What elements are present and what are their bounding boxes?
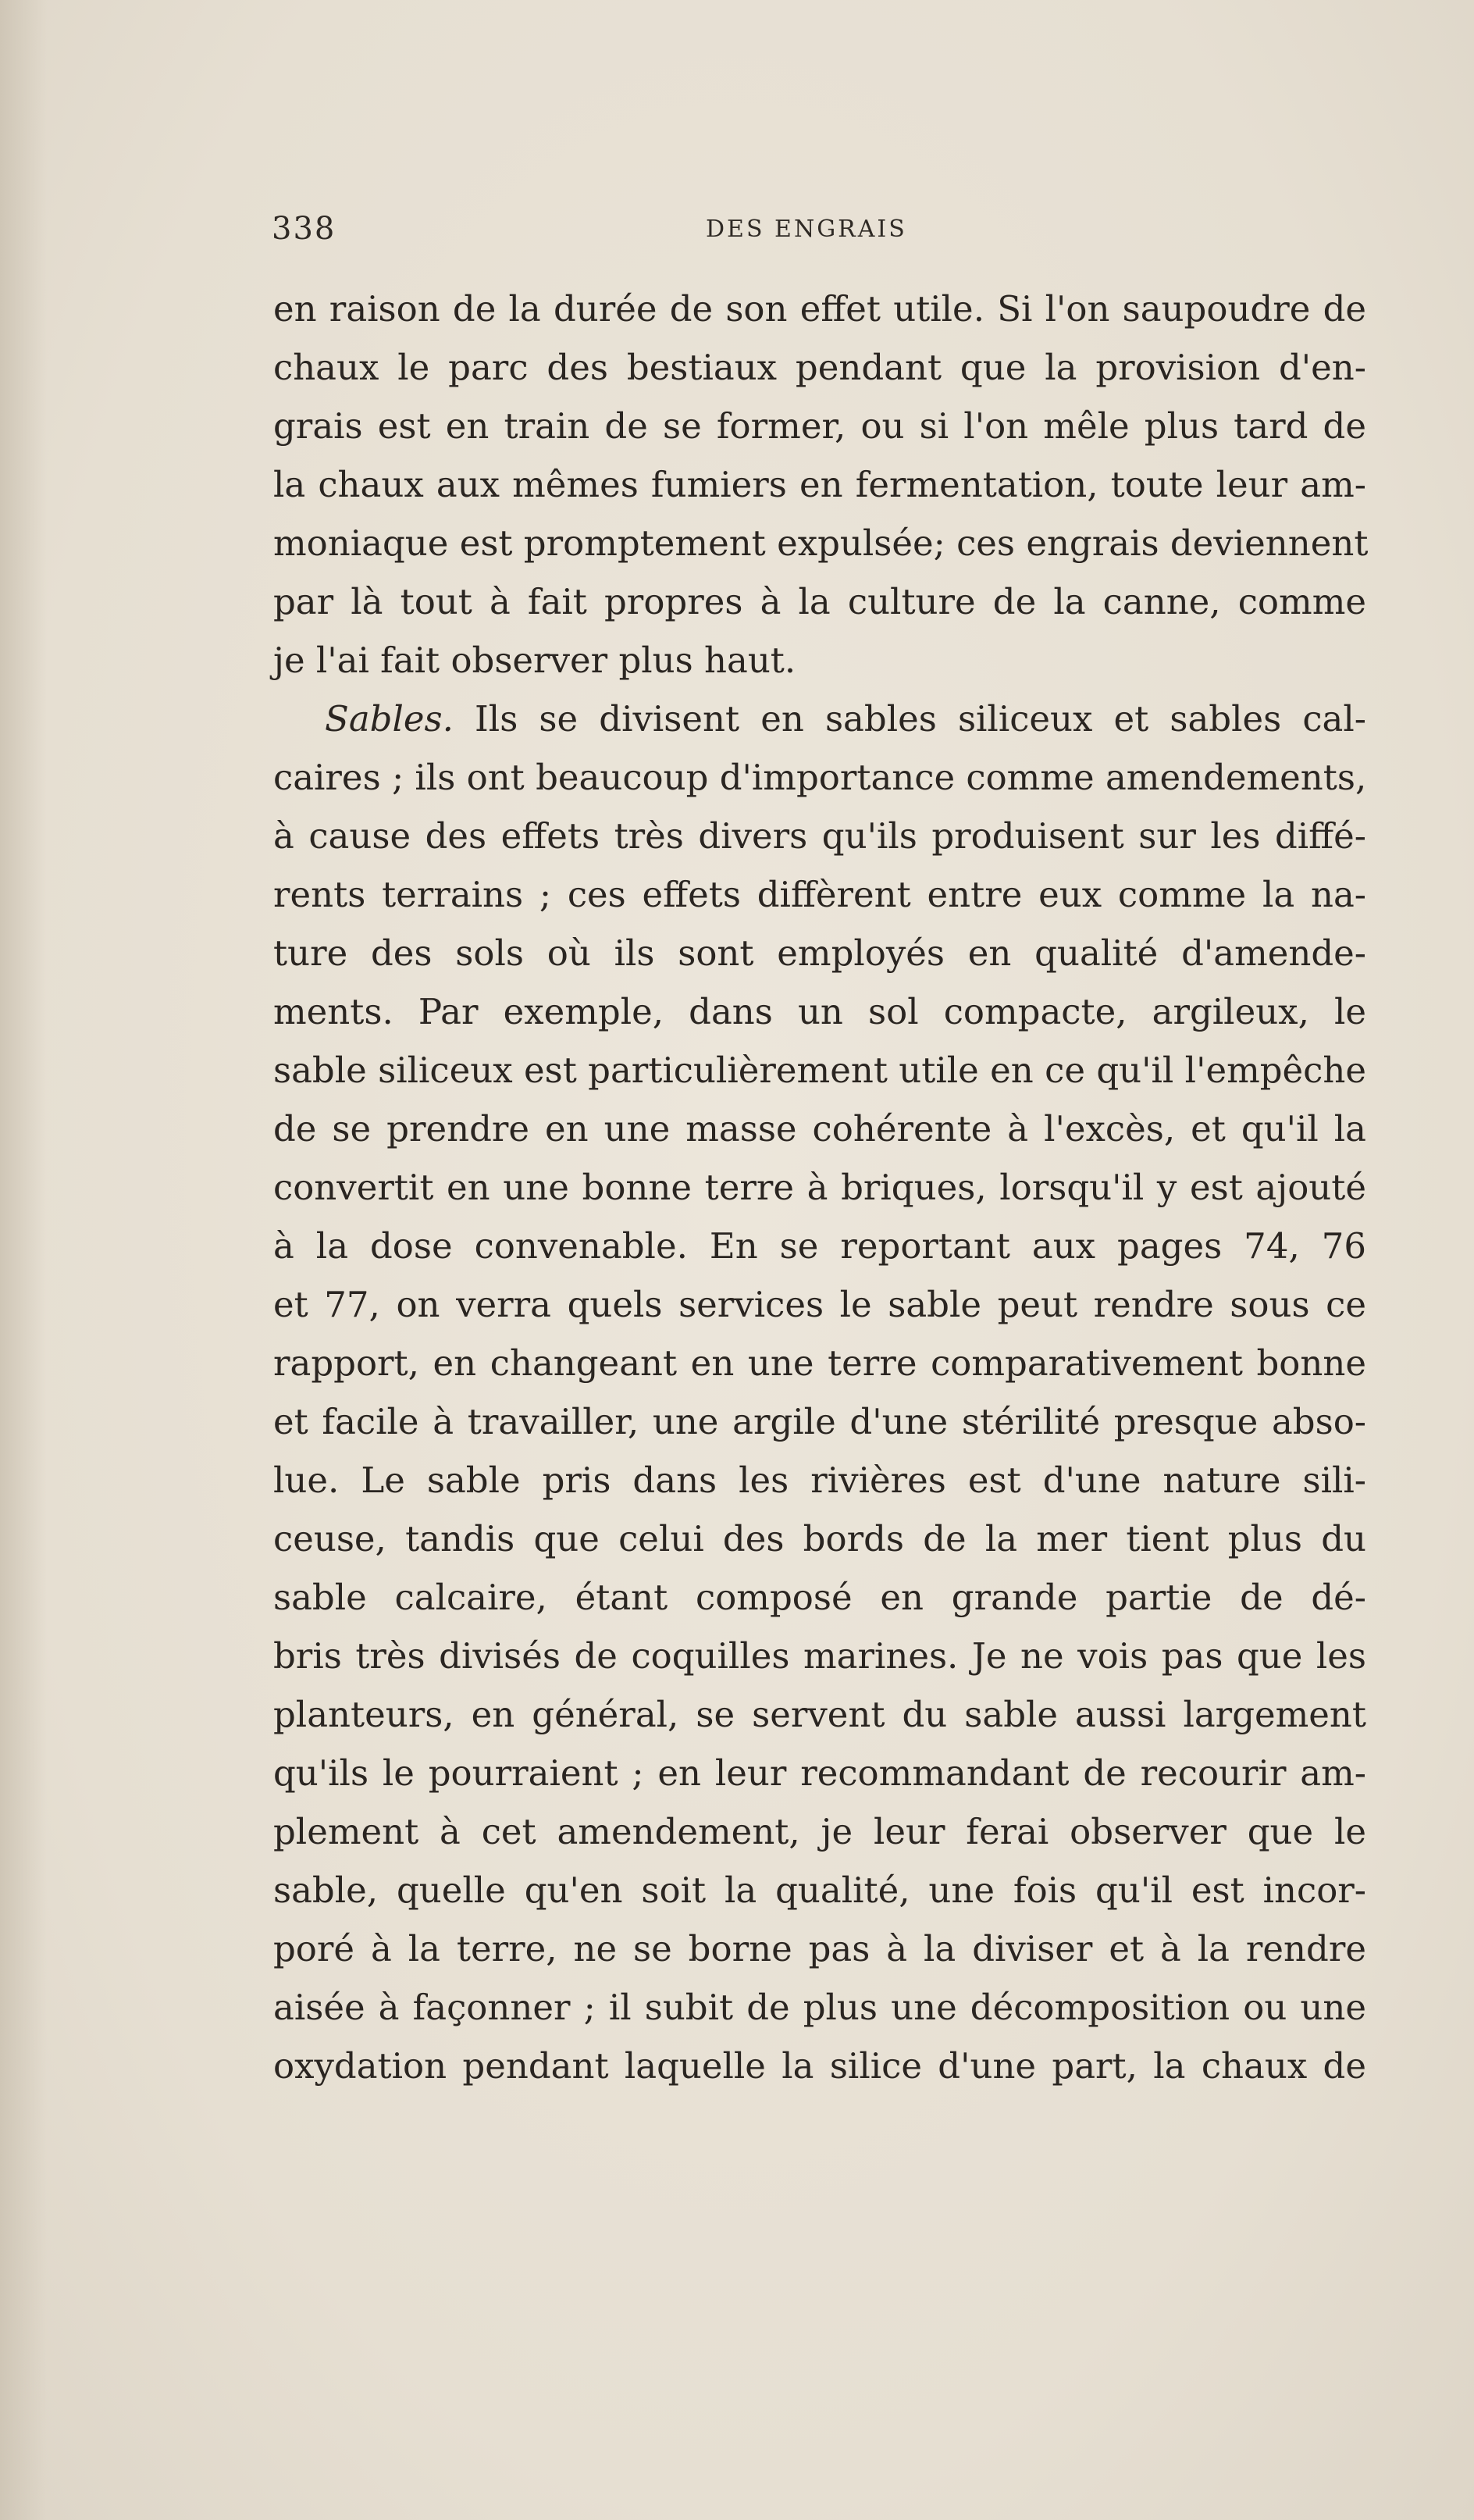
text-line: bris très divisés de coquilles marines. Je ne vois pas que les bbox=[273, 1635, 1366, 1677]
text-line: caires ; ils ont beaucoup d'importance comme amendements, bbox=[273, 757, 1367, 798]
text-line: en raison de la durée de son effet utile. Si l'on saupoudre de bbox=[273, 288, 1366, 330]
text-line: à cause des effets très divers qu'ils produisent sur les diffé- bbox=[273, 815, 1366, 857]
text-line: rapport, en changeant en une terre comparativement bonne bbox=[273, 1342, 1366, 1384]
text-line: sable, quelle qu'en soit la qualité, une fois qu'il est incor- bbox=[273, 1870, 1366, 1911]
text-line: à la dose convenable. En se reportant aux pages 74, 76 bbox=[273, 1225, 1366, 1267]
page-number: 338 bbox=[272, 211, 336, 247]
text-line: je l'ai fait observer plus haut. bbox=[273, 640, 796, 681]
body-text bbox=[273, 280, 1369, 2095]
text-line: Ils se divisent en sables siliceux et sables cal- bbox=[475, 698, 1366, 740]
text-line: de se prendre en une masse cohérente à l'excès, et qu'il la bbox=[273, 1108, 1366, 1150]
text-line: convertit en une bonne terre à briques, lorsqu'il y est ajouté bbox=[273, 1167, 1366, 1208]
sables-heading: Sables. bbox=[325, 698, 454, 740]
text-line: poré à la terre, ne se borne pas à la diviser et à la rendre bbox=[273, 1928, 1366, 1969]
text-line: moniaque est promptement expulsée; ces engrais deviennent bbox=[273, 522, 1369, 564]
text-line: la chaux aux mêmes fumiers en fermentation, toute leur am- bbox=[273, 464, 1366, 505]
text-line: et facile à travailler, une argile d'une stérilité presque abso- bbox=[273, 1401, 1366, 1442]
page-header bbox=[272, 211, 1396, 258]
text-line: aisée à façonner ; il subit de plus une décomposition ou une bbox=[273, 1987, 1366, 2028]
text-line: ture des sols où ils sont employés en qualité d'amende- bbox=[273, 932, 1366, 974]
page-gutter-shadow bbox=[0, 0, 47, 2520]
text-line: sable siliceux est particulièrement utile en ce qu'il l'empêche bbox=[273, 1050, 1366, 1091]
text-line: grais est en train de se former, ou si l'on mêle plus tard de bbox=[273, 405, 1366, 447]
text-line: rents terrains ; ces effets diffèrent entre eux comme la na- bbox=[273, 874, 1366, 915]
text-line: et 77, on verra quels services le sable peut rendre sous ce bbox=[273, 1284, 1366, 1325]
running-title: DES ENGRAIS bbox=[706, 216, 907, 243]
text-line: qu'ils le pourraient ; en leur recommandant de recourir am- bbox=[273, 1752, 1366, 1794]
text-line: sable calcaire, étant composé en grande partie de dé- bbox=[273, 1577, 1366, 1618]
text-line: ments. Par exemple, dans un sol compacte, argileux, le bbox=[273, 991, 1366, 1032]
text-line: par là tout à fait propres à la culture de la canne, comme bbox=[273, 581, 1366, 622]
paragraph-start-line bbox=[273, 690, 1366, 748]
text-line: ceuse, tandis que celui des bords de la mer tient plus du bbox=[273, 1518, 1366, 1559]
text-line: chaux le parc des bestiaux pendant que la provision d'en- bbox=[273, 347, 1366, 388]
text-line: oxydation pendant laquelle la silice d'une part, la chaux de bbox=[273, 2045, 1366, 2087]
text-line: plement à cet amendement, je leur ferai observer que le bbox=[273, 1811, 1366, 1852]
text-line: lue. Le sable pris dans les rivières est d'une nature sili- bbox=[273, 1460, 1366, 1501]
text-line: planteurs, en général, se servent du sable aussi largement bbox=[273, 1694, 1366, 1735]
